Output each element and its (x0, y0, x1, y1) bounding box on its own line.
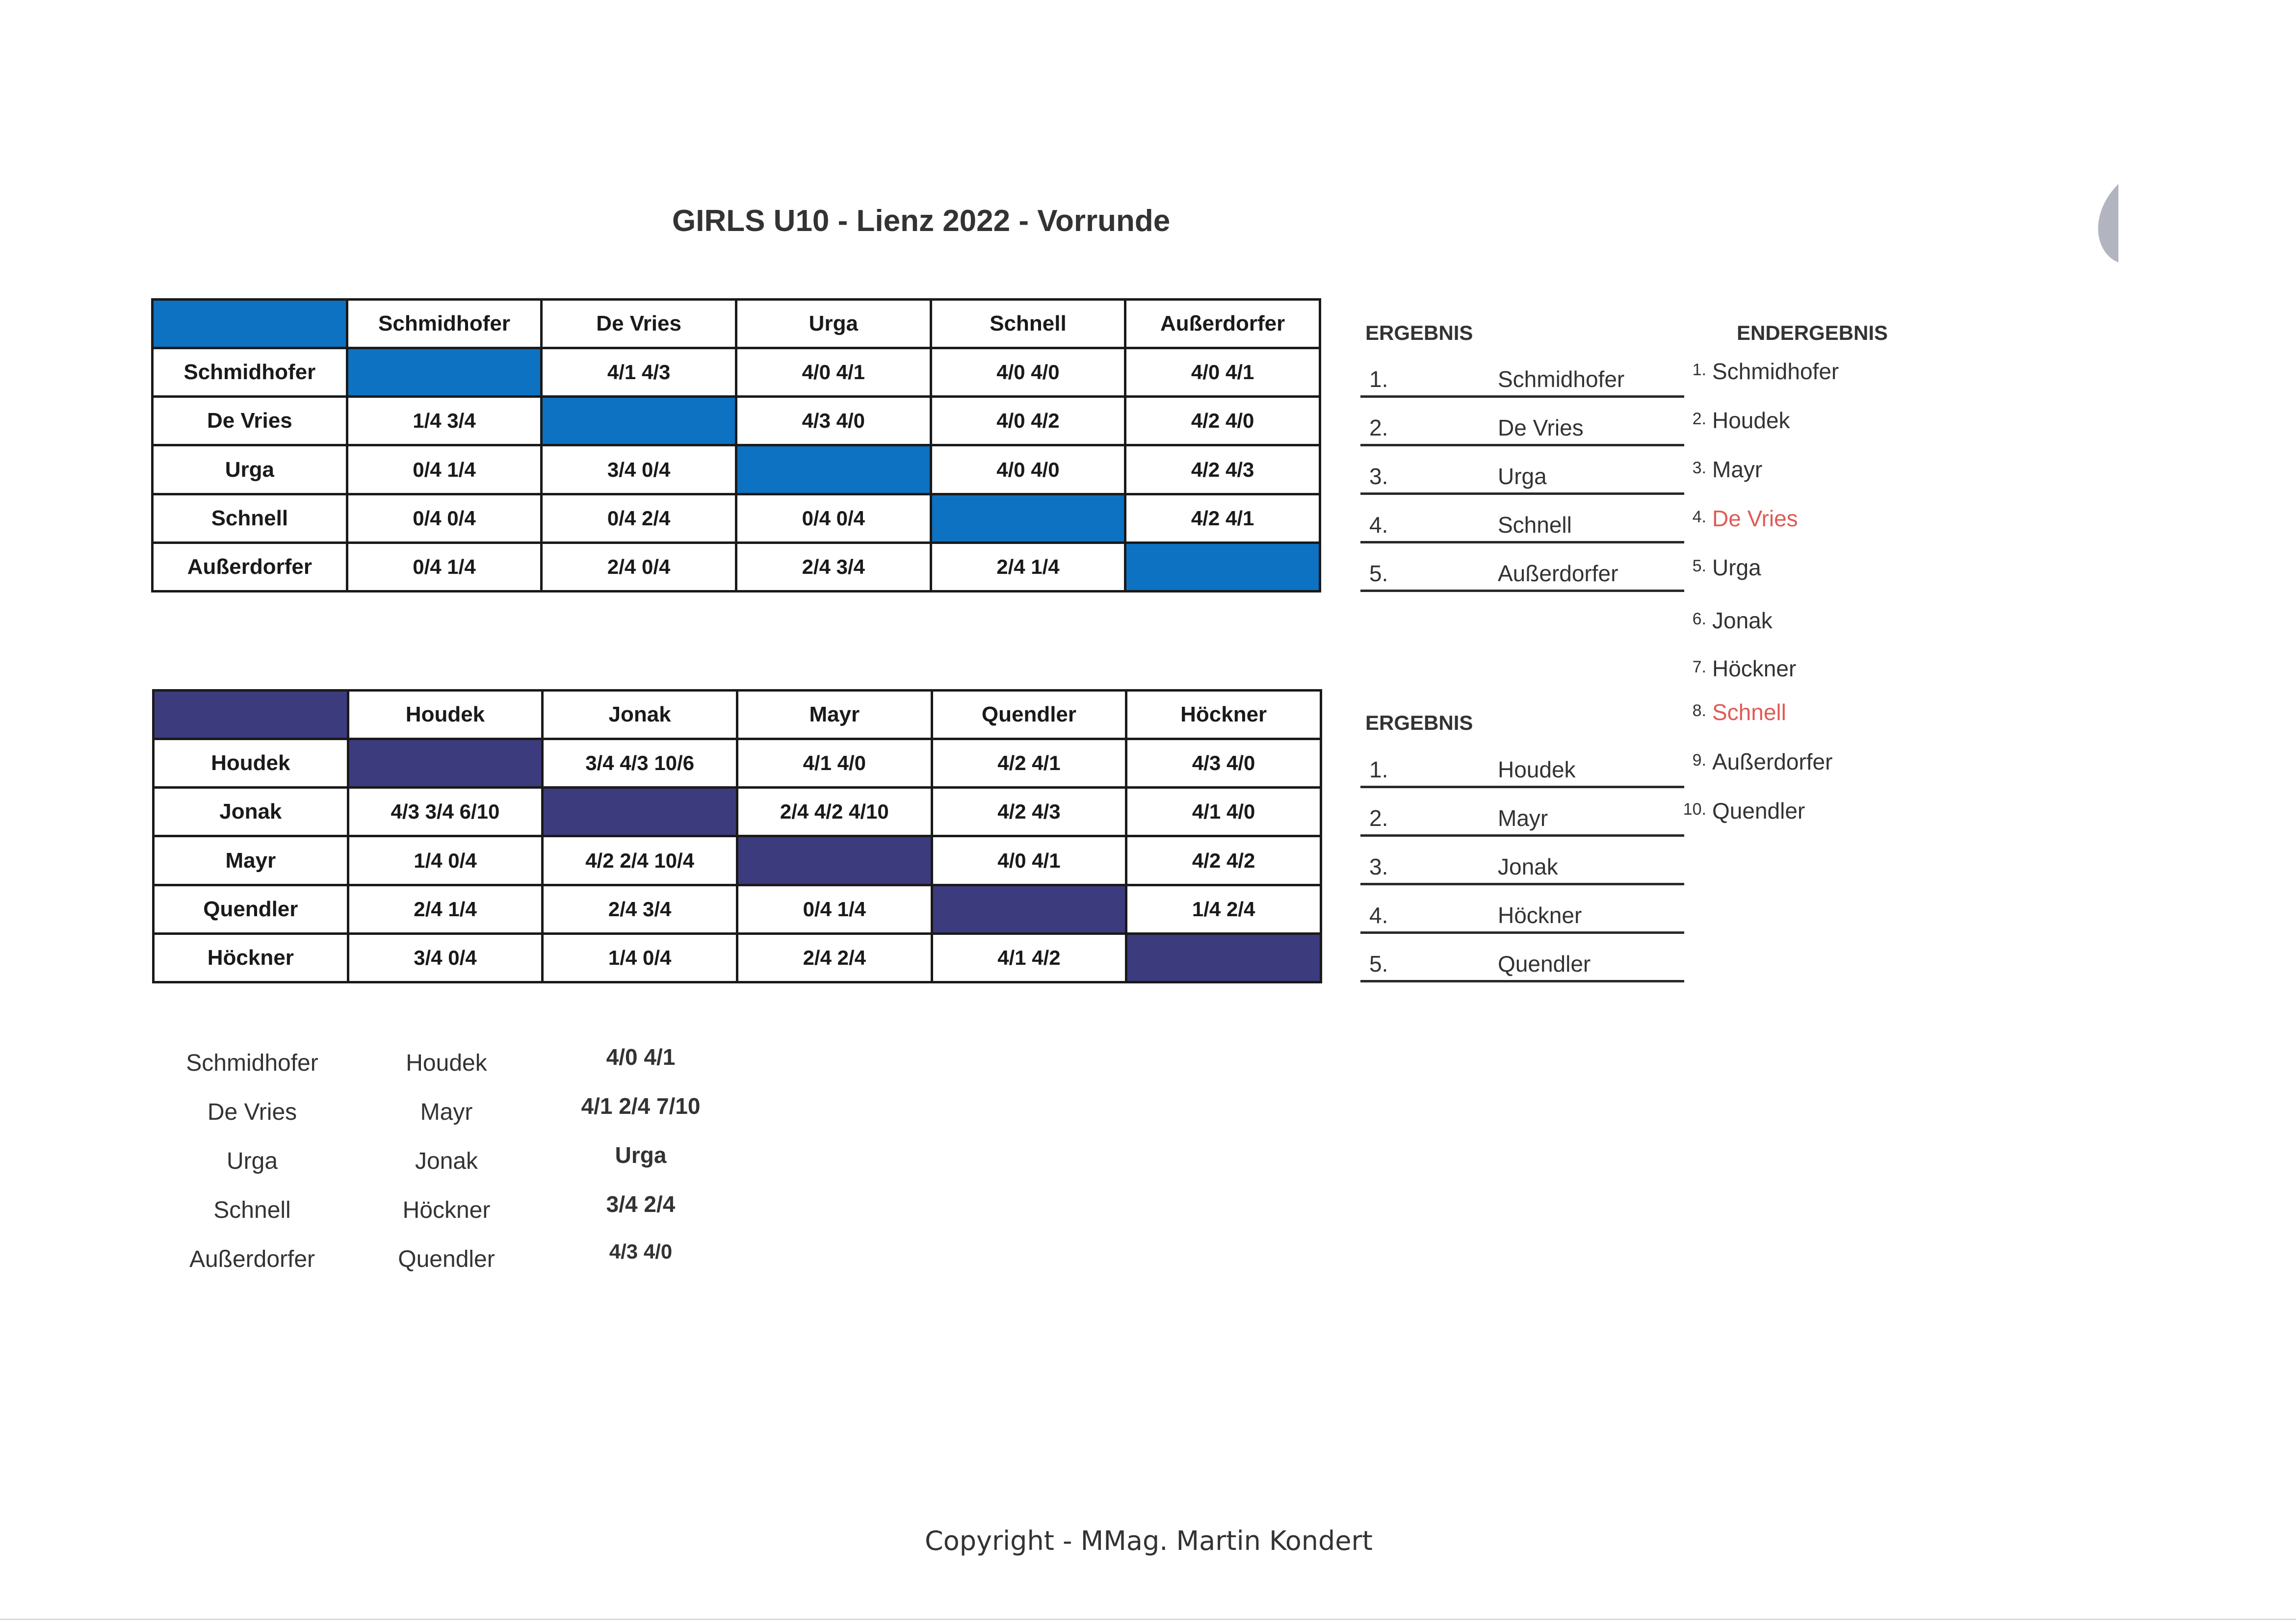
crossover-score: 4/0 4/1 (606, 1044, 676, 1070)
score-cell: 4/2 4/3 (1125, 445, 1320, 494)
rank-name: Schmidhofer (1498, 366, 1625, 392)
diagonal-cell (347, 348, 542, 397)
rank-number: 5. (1369, 951, 1388, 977)
row-header: Houdek (154, 739, 348, 788)
final-rank-item (1677, 607, 1773, 634)
group1-rank-row (1360, 349, 1684, 398)
crossover-left-team: Schnell (213, 1197, 291, 1223)
score-cell: 4/3 4/0 (1126, 739, 1321, 788)
group1-table (151, 298, 1321, 592)
final-rank-item (1677, 407, 1790, 434)
table-row (154, 933, 1321, 982)
rank-number: 4. (1369, 902, 1388, 928)
group1-ergebnis-heading: ERGEBNIS (1365, 321, 1473, 344)
final-rank-name: Quendler (1712, 798, 1805, 824)
column-header: Schnell (931, 300, 1125, 348)
score-cell: 2/4 4/2 4/10 (737, 788, 932, 836)
final-rank-name: De Vries (1712, 506, 1798, 531)
score-cell: 4/1 4/0 (1126, 788, 1321, 836)
final-rank-name: Schnell (1712, 699, 1786, 725)
row-header: Schmidhofer (153, 348, 347, 397)
crossover-left-team: Urga (226, 1148, 278, 1174)
final-rank-item (1677, 456, 1762, 483)
rank-name: Houdek (1498, 757, 1576, 782)
score-cell: 0/4 1/4 (347, 542, 542, 591)
final-rank-name: Außerdorfer (1712, 749, 1833, 774)
score-cell: 2/4 3/4 (543, 885, 737, 933)
crossover-score: Urga (615, 1142, 667, 1168)
group1-rank-row (1360, 398, 1684, 446)
diagonal-cell (736, 445, 931, 494)
score-cell: 4/2 2/4 10/4 (543, 836, 737, 885)
score-cell: 4/2 4/1 (932, 739, 1126, 788)
group2-rank-row (1360, 837, 1684, 885)
diagonal-cell (931, 494, 1125, 542)
diagonal-cell (1126, 933, 1321, 982)
group2-rank-row (1360, 934, 1684, 982)
score-cell: 0/4 0/4 (736, 494, 931, 542)
column-header: Urga (736, 300, 931, 348)
rank-number: 3. (1369, 854, 1388, 879)
row-header: Quendler (154, 885, 348, 933)
table-row (154, 885, 1321, 933)
final-rank-item (1677, 554, 1761, 581)
final-rank-name: Mayr (1712, 457, 1763, 482)
table-row (154, 788, 1321, 836)
final-rank-number: 3. (1692, 459, 1706, 477)
score-cell: 1/4 2/4 (1126, 885, 1321, 933)
crossover-left-team: Schmidhofer (186, 1050, 318, 1076)
group1-rank-row (1360, 543, 1684, 592)
score-cell: 4/1 4/3 (542, 348, 736, 397)
column-header: Mayr (737, 691, 932, 739)
rank-number: 3. (1369, 463, 1388, 489)
final-rank-number: 9. (1692, 751, 1706, 770)
crossover-score: 4/1 2/4 7/10 (581, 1093, 701, 1119)
crossover-right-team: Quendler (398, 1246, 495, 1272)
score-cell: 4/3 4/0 (736, 397, 931, 445)
crossover-score: 3/4 2/4 (606, 1191, 676, 1217)
rank-name: Höckner (1498, 902, 1582, 928)
final-rank-name: Urga (1712, 555, 1761, 580)
rank-name: De Vries (1498, 415, 1584, 440)
crossover-right-team: Jonak (415, 1148, 478, 1174)
page-title: GIRLS U10 - Lienz 2022 - Vorrunde (672, 204, 1171, 238)
final-rank-number: 8. (1692, 701, 1706, 720)
score-cell: 2/4 3/4 (736, 542, 931, 591)
final-rank-name: Houdek (1712, 408, 1790, 433)
final-rank-item (1677, 505, 1798, 532)
corner-cell (153, 300, 347, 348)
crossover-left-team: De Vries (207, 1099, 297, 1125)
final-rank-item (1677, 655, 1796, 682)
crossover-left-team: Außerdorfer (189, 1246, 315, 1272)
row-header: Schnell (153, 494, 347, 542)
score-cell: 2/4 1/4 (931, 542, 1125, 591)
table-row (153, 494, 1320, 542)
rank-name: Mayr (1498, 805, 1548, 831)
group2-rank-row (1360, 740, 1684, 788)
group1-rank-row (1360, 495, 1684, 543)
diagonal-cell (542, 397, 736, 445)
rank-number: 1. (1369, 366, 1388, 392)
score-cell: 1/4 0/4 (348, 836, 543, 885)
group2-rank-row (1360, 788, 1684, 837)
score-cell: 4/0 4/0 (931, 445, 1125, 494)
final-rank-number: 4. (1692, 508, 1706, 526)
final-rank-item (1677, 699, 1786, 725)
column-header: Quendler (932, 691, 1126, 739)
column-header: Außerdorfer (1125, 300, 1320, 348)
score-cell: 4/0 4/2 (931, 397, 1125, 445)
score-cell: 0/4 2/4 (542, 494, 736, 542)
rank-number: 1. (1369, 757, 1388, 782)
group2-ergebnis-heading: ERGEBNIS (1365, 711, 1473, 734)
row-header: Höckner (154, 933, 348, 982)
table-header-row (153, 300, 1320, 348)
rank-number: 2. (1369, 805, 1388, 831)
diagonal-cell (932, 885, 1126, 933)
final-rank-name: Jonak (1712, 608, 1773, 633)
score-cell: 4/2 4/2 (1126, 836, 1321, 885)
group2-table (152, 689, 1322, 983)
score-cell: 3/4 0/4 (542, 445, 736, 494)
score-cell: 4/2 4/3 (932, 788, 1126, 836)
diagonal-cell (348, 739, 543, 788)
final-rank-number: 6. (1692, 610, 1706, 628)
table-header-row (154, 691, 1321, 739)
copyright-footer: Copyright - MMag. Martin Kondert (925, 1525, 1373, 1556)
final-rank-name: Schmidhofer (1712, 359, 1839, 384)
score-cell: 4/0 4/1 (1125, 348, 1320, 397)
final-rank-number: 10. (1683, 800, 1706, 819)
row-header: Außerdorfer (153, 542, 347, 591)
score-cell: 0/4 0/4 (347, 494, 542, 542)
score-cell: 1/4 0/4 (543, 933, 737, 982)
rank-name: Quendler (1498, 951, 1591, 977)
final-rank-item (1677, 798, 1805, 824)
rank-number: 2. (1369, 415, 1388, 440)
score-cell: 4/0 4/1 (932, 836, 1126, 885)
score-cell: 2/4 2/4 (737, 933, 932, 982)
score-cell: 4/1 4/2 (932, 933, 1126, 982)
table-row (153, 348, 1320, 397)
final-rank-number: 7. (1692, 658, 1706, 676)
rank-name: Schnell (1498, 512, 1572, 538)
rank-number: 4. (1369, 512, 1388, 538)
corner-cell (154, 691, 348, 739)
score-cell: 4/2 4/1 (1125, 494, 1320, 542)
crossover-score: 4/3 4/0 (609, 1240, 673, 1263)
row-header: Jonak (154, 788, 348, 836)
row-header: Urga (153, 445, 347, 494)
diagonal-cell (1125, 542, 1320, 591)
column-header: Schmidhofer (347, 300, 542, 348)
final-rank-number: 5. (1692, 557, 1706, 575)
score-cell: 4/2 4/0 (1125, 397, 1320, 445)
score-cell: 2/4 0/4 (542, 542, 736, 591)
rank-name: Jonak (1498, 854, 1558, 879)
table-row (153, 542, 1320, 591)
score-cell: 1/4 3/4 (347, 397, 542, 445)
score-cell: 3/4 4/3 10/6 (543, 739, 737, 788)
rank-number: 5. (1369, 561, 1388, 586)
final-rank-number: 2. (1692, 410, 1706, 428)
row-header: Mayr (154, 836, 348, 885)
table-row (154, 739, 1321, 788)
score-cell: 0/4 1/4 (347, 445, 542, 494)
final-rank-name: Höckner (1712, 656, 1797, 681)
group2-rank-row (1360, 885, 1684, 934)
row-header: De Vries (153, 397, 347, 445)
diagonal-cell (737, 836, 932, 885)
score-cell: 3/4 0/4 (348, 933, 543, 982)
endergebnis-heading: ENDERGEBNIS (1737, 321, 1888, 344)
score-cell: 4/0 4/0 (931, 348, 1125, 397)
crossover-right-team: Houdek (406, 1050, 487, 1076)
score-cell: 0/4 1/4 (737, 885, 932, 933)
diagonal-cell (543, 788, 737, 836)
table-row (153, 445, 1320, 494)
table-row (153, 397, 1320, 445)
crossover-right-team: Höckner (402, 1197, 491, 1223)
final-rank-number: 1. (1692, 360, 1706, 379)
scan-edge-mark (2089, 184, 2118, 262)
score-cell: 4/1 4/0 (737, 739, 932, 788)
column-header: Houdek (348, 691, 543, 739)
page-bottom-edge (0, 1619, 2296, 1620)
column-header: De Vries (542, 300, 736, 348)
score-cell: 2/4 1/4 (348, 885, 543, 933)
final-rank-item (1677, 358, 1839, 385)
column-header: Höckner (1126, 691, 1321, 739)
final-rank-item (1677, 748, 1832, 775)
table-row (154, 836, 1321, 885)
score-cell: 4/3 3/4 6/10 (348, 788, 543, 836)
score-cell: 4/0 4/1 (736, 348, 931, 397)
column-header: Jonak (543, 691, 737, 739)
rank-name: Außerdorfer (1498, 561, 1618, 586)
group1-rank-row (1360, 446, 1684, 495)
crossover-right-team: Mayr (420, 1099, 473, 1125)
rank-name: Urga (1498, 463, 1547, 489)
